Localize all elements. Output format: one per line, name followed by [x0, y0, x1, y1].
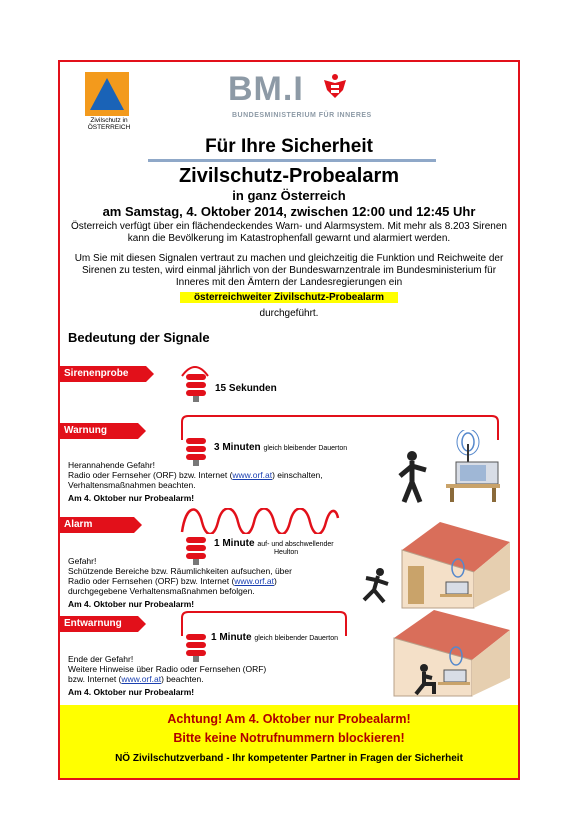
entwarnung-text-3	[68, 674, 368, 684]
house-allclear-illustration	[382, 606, 512, 698]
tab-sirenenprobe: Sirenenprobe	[58, 366, 146, 382]
signal-burst-icon	[180, 362, 210, 378]
warnung-text-2b: ) einschalten,	[272, 470, 323, 480]
zivilschutz-caption	[78, 117, 140, 131]
intro-paragraph-3: durchgeführt.	[259, 308, 319, 319]
title-line4: am Samstag, 4. Oktober 2014, zwischen 12:00 und 12:45 Uhr	[102, 204, 476, 219]
alarm-note: Am 4. Oktober nur Probealarm!	[68, 599, 195, 609]
siren-icon	[184, 374, 208, 402]
bmi-logo: BM.I	[228, 70, 304, 108]
highlight-text: österreichweiter Zivilschutz-Probealarm	[180, 292, 398, 303]
alarm-text-1: Gefahr!	[68, 556, 97, 566]
warnung-text	[68, 460, 368, 503]
entwarnung-duration-note: gleich bleibender Dauerton	[254, 635, 339, 642]
title-line1: Für Ihre Sicherheit	[205, 136, 373, 157]
footer-line3: NÖ Zivilschutzverband - Ihr kompetenter Partner in Fragen der Sicherheit	[115, 753, 463, 764]
tab-entwarnung: Entwarnung	[58, 616, 138, 632]
tab-alarm: Alarm	[58, 517, 134, 533]
alarm-duration-note2: Heulton	[274, 549, 299, 556]
warnung-duration-value: 3 Minuten	[214, 442, 261, 453]
title-line3: in ganz Österreich	[232, 188, 346, 203]
warnung-note: Am 4. Oktober nur Probealarm!	[68, 493, 195, 503]
alarm-text-3	[68, 576, 368, 586]
entwarnung-duration-value: 1 Minute	[211, 632, 252, 643]
entwarnung-text-3b: ) beachten.	[161, 674, 204, 684]
probe-duration: 15 Sekunden	[215, 383, 277, 394]
alarm-text	[68, 556, 368, 609]
alarm-text-4: durchgegebene Verhaltensmaßnahmen befolgen.	[68, 586, 255, 596]
entwarnung-text-3a: bzw. Internet (	[68, 674, 122, 684]
entwarnung-text-2: Weitere Hinweise über Radio oder Fernsehen (ORF)	[68, 664, 267, 674]
title-divider	[148, 159, 436, 162]
zs-caption-line1: Zivilschutz in	[90, 117, 128, 124]
title-line2: Zivilschutz-Probealarm	[178, 165, 400, 187]
person-tv-illustration	[390, 430, 505, 505]
intro-paragraph-2: Um Sie mit diesen Signalen vertraut zu machen und gleichzeitig die Funktion und Reichweite der Sirenen zu testen, wird einmal jährlich von der Bundeswarnzentrale im Bundesministerium für Inneres mit den Ämtern der Landesregierungen ein	[74, 253, 504, 288]
warnung-text-1: Herannahende Gefahr!	[68, 460, 155, 470]
footer-line2: Bitte keine Notrufnummern blockieren!	[173, 731, 405, 745]
house-alarm-illustration	[362, 520, 512, 610]
wave-tone-icon	[180, 508, 340, 534]
zs-caption-line2: ÖSTERREICH	[87, 124, 131, 131]
alarm-duration-note: auf- und abschwellender	[257, 541, 334, 548]
orf-link[interactable]: www.orf.at	[232, 470, 273, 480]
alarm-text-3b: )	[273, 576, 277, 586]
alarm-text-3a: Radio oder Fernsehen (ORF) bzw. Internet (	[68, 576, 235, 586]
warnung-duration-note: gleich bleibender Dauerton	[263, 445, 348, 452]
zivilschutz-logo	[85, 72, 129, 116]
signals-heading: Bedeutung der Signale	[68, 330, 210, 345]
orf-link[interactable]: www.orf.at	[121, 674, 162, 684]
warnung-text-2	[68, 470, 368, 480]
entwarnung-duration	[211, 632, 338, 643]
footer-line1: Achtung! Am 4. Oktober nur Probealarm!	[167, 712, 411, 726]
intro-paragraph-1: Österreich verfügt über ein flächendeckendes Warn- und Alarmsystem. Mit mehr als 8.203 Sirenen kann die Bevölkerung im Katastrophenfall gewarnt und alarmiert werden.	[71, 221, 507, 244]
tab-warnung: Warnung	[58, 423, 138, 439]
entwarnung-text-1: Ende der Gefahr!	[68, 654, 134, 664]
orf-link[interactable]: www.orf.at	[234, 576, 274, 586]
alarm-duration	[214, 538, 364, 556]
alarm-duration-value: 1 Minute	[214, 538, 255, 549]
entwarnung-note: Am 4. Oktober nur Probealarm!	[68, 687, 195, 697]
alarm-text-2: Schützende Bereiche bzw. Räumlichkeiten aufsuchen, über	[68, 566, 292, 576]
warnung-text-3: Verhaltensmaßnahmen beachten.	[68, 480, 196, 490]
eagle-icon	[322, 72, 348, 100]
entwarnung-text	[68, 654, 368, 697]
warnung-text-2a: Radio oder Fernseher (ORF) bzw. Internet (	[68, 470, 233, 480]
bmi-subtitle: BUNDESMINISTERIUM FÜR INNERES	[232, 112, 372, 119]
warnung-duration	[214, 442, 347, 453]
